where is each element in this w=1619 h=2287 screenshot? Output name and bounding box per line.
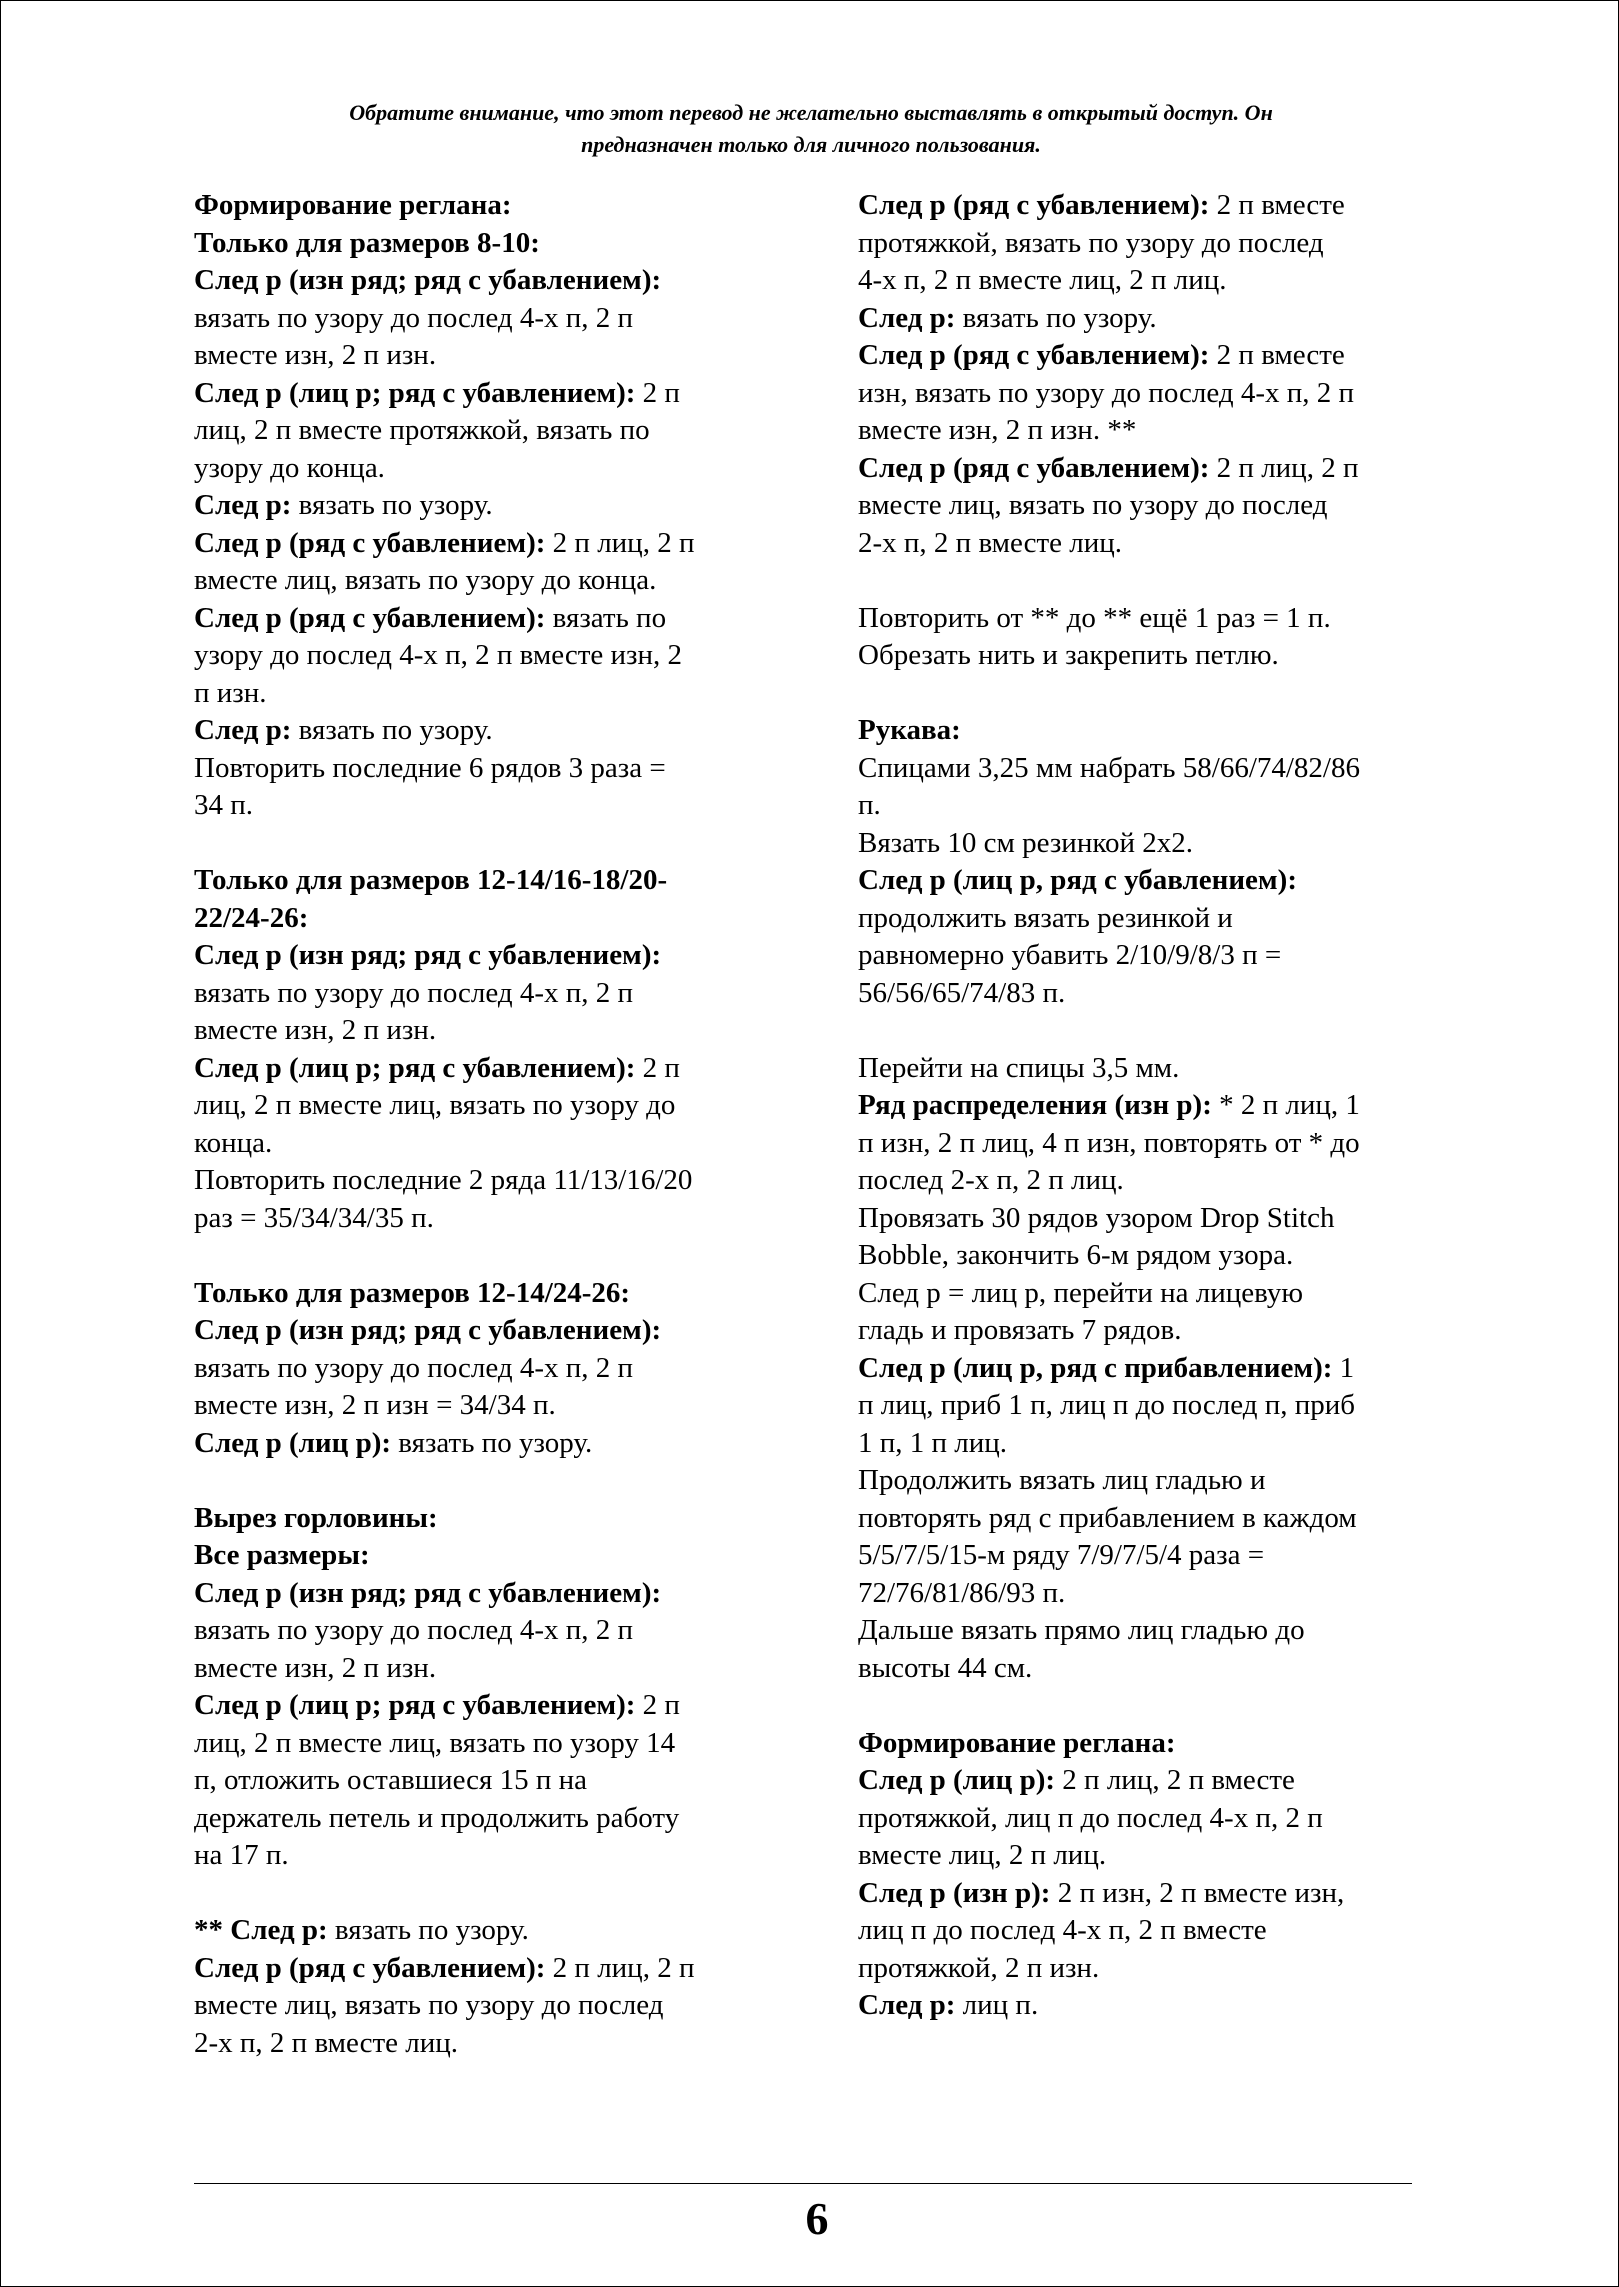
text-line (858, 450, 1428, 488)
instruction-paragraph (194, 525, 764, 600)
instruction-label: След р (ряд с убавлением): (194, 526, 546, 559)
instruction-paragraph (858, 1050, 1428, 1088)
text-line (194, 487, 764, 525)
instruction-text: Повторить последние 6 рядов 3 раза = (194, 751, 666, 784)
paragraph-spacer (194, 1462, 764, 1500)
text-line (858, 862, 1428, 900)
instruction-label: След р (ряд с убавлением): (858, 451, 1210, 484)
instruction-text: повторять ряд с прибавлением в каждом (858, 1501, 1357, 1534)
instruction-paragraph (194, 1575, 764, 1688)
instruction-text: равномерно убавить 2/10/9/8/3 п = (858, 939, 1282, 971)
text-line (858, 1312, 1428, 1350)
instruction-label: След р (лиц р, ряд с прибавлением): (858, 1351, 1333, 1384)
text-line (858, 600, 1428, 638)
instruction-text: 5/5/7/5/15-м ряду 7/9/7/5/4 раза = (858, 1539, 1265, 1571)
text-line (858, 1237, 1428, 1275)
text-line (194, 1725, 764, 1763)
instruction-text: лиц, 2 п вместе лиц, вязать по узору до (194, 1089, 676, 1121)
instruction-text: Повторить от ** до ** ещё 1 раз = 1 п. (858, 601, 1331, 634)
text-line (194, 600, 764, 638)
text-line (858, 1162, 1428, 1200)
text-line (194, 1575, 764, 1613)
instruction-text: вязать по узору до послед 4-х п, 2 п (194, 1351, 634, 1384)
instruction-text: раз = 35/34/34/35 п. (194, 1201, 434, 1234)
text-line (858, 1275, 1428, 1313)
instruction-paragraph (194, 262, 764, 375)
instruction-paragraph (858, 600, 1428, 675)
instruction-paragraph (858, 1087, 1428, 1200)
instruction-paragraph (858, 187, 1428, 300)
text-line (194, 1912, 764, 1950)
instruction-text: вязать по узору. (327, 1914, 529, 1946)
instruction-text: вместе изн, 2 п изн. (194, 1651, 437, 1684)
text-line (858, 525, 1428, 563)
text-line (194, 300, 764, 338)
instruction-paragraph (858, 1762, 1428, 1875)
instruction-text: Перейти на спицы 3,5 мм. (858, 1051, 1180, 1084)
text-line (858, 1762, 1428, 1800)
instruction-text: Повторить последние 2 ряда 11/13/16/20 (194, 1164, 693, 1196)
instruction-text: вместе изн, 2 п изн. (194, 339, 437, 371)
instruction-paragraph (194, 1425, 764, 1463)
text-line (858, 1462, 1428, 1500)
instruction-label: Только для размеров 8-10: (194, 226, 540, 259)
instruction-label: След р: (858, 301, 956, 334)
text-line (194, 1087, 764, 1125)
instruction-text: Вязать 10 см резинкой 2х2. (858, 826, 1193, 859)
paragraph-spacer (858, 675, 1428, 713)
instruction-label: След р (изн ряд; ряд с убавлением): (194, 264, 662, 296)
instruction-label: След р: (194, 489, 292, 521)
instruction-text: вязать по узору. (955, 301, 1157, 334)
instruction-paragraph (858, 300, 1428, 338)
text-line (194, 937, 764, 975)
instruction-paragraph (194, 600, 764, 713)
text-line (858, 1200, 1428, 1238)
instruction-text: п изн. (194, 676, 267, 709)
instruction-label: ** След р: (194, 1914, 328, 1946)
text-line (194, 450, 764, 488)
text-line (194, 1500, 764, 1538)
instruction-paragraph (194, 1912, 764, 1950)
text-line (858, 1575, 1428, 1613)
text-line (858, 712, 1428, 750)
text-line (194, 1050, 764, 1088)
instruction-text: высоты 44 см. (858, 1651, 1033, 1684)
text-line (194, 675, 764, 713)
instruction-paragraph (858, 712, 1428, 750)
text-line (858, 1425, 1428, 1463)
footer-divider (194, 2183, 1412, 2184)
text-line (858, 1950, 1428, 1988)
text-line (858, 337, 1428, 375)
copyright-notice (231, 97, 1391, 161)
text-line (858, 375, 1428, 413)
instruction-text: конца. (194, 1126, 273, 1159)
instruction-text: 4-х п, 2 п вместе лиц, 2 п лиц. (858, 264, 1227, 296)
instruction-label: След р (ряд с убавлением): (194, 601, 546, 634)
instruction-paragraph (194, 862, 764, 937)
instruction-text: вязать по узору до послед 4-х п, 2 п (194, 301, 634, 334)
instruction-text: вместе лиц, вязать по узору до конца. (194, 564, 657, 596)
text-line (194, 787, 764, 825)
instruction-label: Формирование реглана: (858, 1726, 1176, 1759)
instruction-label: След р (лиц р; ряд с убавлением): (194, 376, 636, 409)
instruction-paragraph (194, 1537, 764, 1575)
instruction-label: 22/24-26: (194, 901, 309, 934)
text-line (858, 1050, 1428, 1088)
instruction-text: 2 п лиц, 2 п (545, 526, 695, 559)
instruction-text: вместе лиц, 2 п лиц. (858, 1839, 1107, 1871)
instruction-text: Спицами 3,25 мм набрать 58/66/74/82/86 (858, 751, 1360, 784)
text-line (858, 487, 1428, 525)
instruction-text: 56/56/65/74/83 п. (858, 976, 1066, 1009)
text-line (858, 187, 1428, 225)
instruction-label: След р (изн ряд; ряд с убавлением): (194, 939, 662, 971)
instruction-text: изн, вязать по узору до послед 4-х п, 2 п (858, 376, 1355, 409)
paragraph-spacer (858, 1012, 1428, 1050)
instruction-text: вместе изн, 2 п изн. ** (858, 414, 1137, 446)
instruction-text: протяжкой, вязать по узору до послед (858, 226, 1324, 259)
text-line (194, 525, 764, 563)
text-line (194, 975, 764, 1013)
paragraph-spacer (194, 1875, 764, 1913)
text-line (194, 1987, 764, 2025)
instruction-text: вместе лиц, вязать по узору до послед (858, 489, 1328, 521)
instruction-text: лиц п до послед 4-х п, 2 п вместе (858, 1914, 1267, 1946)
instruction-text: 34 п. (194, 789, 254, 821)
text-line (194, 1350, 764, 1388)
instruction-paragraph (194, 1162, 764, 1237)
instruction-paragraph (194, 750, 764, 825)
text-line (194, 375, 764, 413)
instruction-paragraph (858, 1462, 1428, 1612)
text-line (858, 1350, 1428, 1388)
text-line (194, 1125, 764, 1163)
text-line (858, 1725, 1428, 1763)
text-line (858, 1912, 1428, 1950)
instruction-label: След р (изн ряд; ряд с убавлением): (194, 1314, 662, 1346)
instruction-label: След р (ряд с убавлением): (858, 339, 1210, 371)
instruction-label: Только для размеров 12-14/16-18/20- (194, 864, 668, 896)
instruction-label: След р (ряд с убавлением): (194, 1951, 546, 1984)
instruction-text: вместе изн, 2 п изн = 34/34 п. (194, 1389, 556, 1421)
instruction-paragraph (858, 825, 1428, 863)
instruction-text: протяжкой, 2 п изн. (858, 1951, 1100, 1984)
instruction-text: 2 п (635, 1689, 680, 1721)
instruction-text: 1 п, 1 п лиц. (858, 1426, 1008, 1459)
instruction-paragraph (858, 750, 1428, 825)
instruction-text: Дальше вязать прямо лиц гладью до (858, 1614, 1305, 1646)
instruction-paragraph (194, 1312, 764, 1425)
text-line (858, 1612, 1428, 1650)
text-line (858, 750, 1428, 788)
instruction-text: вязать по узору до послед 4-х п, 2 п (194, 1614, 634, 1646)
instruction-text: 2 п лиц, 2 п (545, 1951, 695, 1984)
instruction-paragraph (858, 1725, 1428, 1763)
paragraph-spacer (858, 1687, 1428, 1725)
text-line (858, 900, 1428, 938)
text-line (194, 2025, 764, 2063)
instruction-label: След р (изн ряд; ряд с убавлением): (194, 1576, 662, 1609)
instruction-text: п. (858, 789, 881, 821)
text-line (194, 637, 764, 675)
instruction-text: 2 п изн, 2 п вместе изн, (1050, 1876, 1345, 1909)
instruction-paragraph (858, 1200, 1428, 1275)
instruction-text: вязать по (545, 601, 667, 634)
text-line (194, 1650, 764, 1688)
instruction-paragraph (194, 1275, 764, 1313)
instruction-text: п изн, 2 п лиц, 4 п изн, повторять от * до (858, 1126, 1360, 1159)
instruction-text: 72/76/81/86/93 п. (858, 1576, 1066, 1609)
instruction-paragraph (194, 1950, 764, 2063)
instruction-text: 2 п вместе (1209, 339, 1345, 371)
text-line (194, 1762, 764, 1800)
instruction-text: 2 п (635, 376, 680, 409)
text-line (194, 225, 764, 263)
instruction-text: п, отложить оставшиеся 15 п на (194, 1764, 588, 1796)
instruction-label: След р (ряд с убавлением): (858, 189, 1210, 221)
instruction-paragraph (194, 712, 764, 750)
instruction-label: След р (лиц р, ряд с убавлением): (858, 864, 1297, 896)
instruction-label: След р (лиц р; ряд с убавлением): (194, 1689, 636, 1721)
paragraph-spacer (858, 562, 1428, 600)
instruction-paragraph (858, 1612, 1428, 1687)
instruction-paragraph (858, 450, 1428, 563)
notice-line: Обратите внимание, что этот перевод не желательно выставлять в открытый доступ. Он (349, 100, 1273, 125)
instruction-paragraph (194, 1050, 764, 1163)
text-line (858, 1537, 1428, 1575)
instruction-text: п лиц, приб 1 п, лиц п до послед п, приб (858, 1389, 1356, 1421)
instruction-text: вместе лиц, вязать по узору до послед (194, 1989, 664, 2021)
instruction-label: След р (лиц р): (194, 1426, 392, 1459)
instruction-text: вязать по узору. (291, 489, 493, 521)
instruction-text: 1 (1332, 1351, 1355, 1384)
instruction-paragraph (858, 1875, 1428, 1988)
instruction-text: Продолжить вязать лиц гладью и (858, 1464, 1266, 1496)
left-column (194, 187, 764, 2062)
text-line (858, 1837, 1428, 1875)
text-line (194, 1275, 764, 1313)
instruction-paragraph (858, 1350, 1428, 1463)
instruction-text: держатель петель и продолжить работу (194, 1801, 680, 1834)
text-line (194, 1312, 764, 1350)
text-line (858, 937, 1428, 975)
instruction-text: на 17 п. (194, 1839, 289, 1871)
instruction-text: протяжкой, лиц п до послед 4-х п, 2 п (858, 1801, 1323, 1834)
instruction-text: Обрезать нить и закрепить петлю. (858, 639, 1279, 671)
instruction-label: Ряд распределения (изн р): (858, 1089, 1212, 1121)
instruction-text: вязать по узору. (291, 714, 493, 746)
text-line (194, 1200, 764, 1238)
instruction-text: 2 п вместе (1209, 189, 1345, 221)
instruction-text: 2 п (635, 1051, 680, 1084)
instruction-text: * 2 п лиц, 1 (1211, 1089, 1360, 1121)
text-line (194, 1837, 764, 1875)
instruction-label: Все размеры: (194, 1539, 370, 1571)
instruction-text: Провязать 30 рядов узором Drop Stitch (858, 1201, 1335, 1234)
instruction-label: Вырез горловины: (194, 1501, 438, 1534)
instruction-text: узору до послед 4-х п, 2 п вместе изн, 2 (194, 639, 682, 671)
instruction-text: вязать по узору до послед 4-х п, 2 п (194, 976, 634, 1009)
text-line (194, 900, 764, 938)
instruction-label: Рукава: (858, 714, 961, 746)
text-line (194, 1012, 764, 1050)
instruction-label: Формирование реглана: (194, 189, 512, 221)
instruction-text: 2-х п, 2 п вместе лиц. (194, 2026, 459, 2059)
text-line (194, 262, 764, 300)
instruction-label: След р: (858, 1989, 956, 2021)
instruction-paragraph (194, 1500, 764, 1538)
paragraph-spacer (194, 825, 764, 863)
instruction-paragraph (858, 1987, 1428, 2025)
instruction-text: гладь и провязать 7 рядов. (858, 1314, 1182, 1346)
text-line (858, 300, 1428, 338)
text-line (858, 1087, 1428, 1125)
instruction-paragraph (194, 1687, 764, 1875)
instruction-text: лиц п. (955, 1989, 1039, 2021)
text-line (858, 1387, 1428, 1425)
instruction-paragraph (194, 187, 764, 225)
text-line (194, 1537, 764, 1575)
text-line (858, 1500, 1428, 1538)
text-line (858, 787, 1428, 825)
instruction-label: След р (изн р): (858, 1876, 1051, 1909)
text-line (194, 750, 764, 788)
text-line (194, 1425, 764, 1463)
text-line (858, 825, 1428, 863)
text-line (194, 1162, 764, 1200)
instruction-text: След р = лиц р, перейти на лицевую (858, 1276, 1304, 1309)
instruction-text: лиц, 2 п вместе протяжкой, вязать по (194, 414, 650, 446)
text-line (858, 1125, 1428, 1163)
text-line (858, 1650, 1428, 1688)
instruction-paragraph (858, 1275, 1428, 1350)
text-line (858, 1800, 1428, 1838)
text-line (194, 1950, 764, 1988)
instruction-text: продолжить вязать резинкой и (858, 901, 1233, 934)
instruction-paragraph (194, 487, 764, 525)
instruction-label: След р (лиц р; ряд с убавлением): (194, 1051, 636, 1084)
page-number: 6 (805, 2193, 829, 2244)
instruction-text: Bobble, закончить 6-м рядом узора. (858, 1239, 1294, 1271)
instruction-label: След р: (194, 714, 292, 746)
text-line (194, 412, 764, 450)
instruction-text: вязать по узору. (391, 1426, 593, 1459)
paragraph-spacer (194, 1237, 764, 1275)
text-line (194, 1800, 764, 1838)
instruction-label: След р (лиц р): (858, 1764, 1056, 1796)
instruction-paragraph (858, 862, 1428, 1012)
text-line (858, 1875, 1428, 1913)
text-line (194, 1687, 764, 1725)
instruction-text: узору до конца. (194, 451, 385, 484)
text-line (858, 1987, 1428, 2025)
text-line (194, 712, 764, 750)
text-line (194, 1612, 764, 1650)
text-line (194, 562, 764, 600)
text-line (194, 187, 764, 225)
text-line (194, 337, 764, 375)
instruction-text: 2 п лиц, 2 п (1209, 451, 1359, 484)
notice-line: предназначен только для личного пользования. (581, 132, 1041, 157)
right-column (858, 187, 1428, 2025)
text-line (858, 225, 1428, 263)
instruction-text: лиц, 2 п вместе лиц, вязать по узору 14 (194, 1726, 676, 1759)
text-line (194, 862, 764, 900)
text-line (858, 975, 1428, 1013)
instruction-paragraph (194, 375, 764, 488)
instruction-text: 2-х п, 2 п вместе лиц. (858, 526, 1123, 559)
instruction-paragraph (194, 937, 764, 1050)
instruction-paragraph (858, 337, 1428, 450)
instruction-text: послед 2-х п, 2 п лиц. (858, 1164, 1124, 1196)
instruction-paragraph (194, 225, 764, 263)
text-line (858, 412, 1428, 450)
text-line (194, 1387, 764, 1425)
instruction-text: вместе изн, 2 п изн. (194, 1014, 437, 1046)
text-line (858, 262, 1428, 300)
instruction-text: 2 п лиц, 2 п вместе (1055, 1764, 1295, 1796)
text-line (858, 637, 1428, 675)
instruction-label: Только для размеров 12-14/24-26: (194, 1276, 631, 1309)
